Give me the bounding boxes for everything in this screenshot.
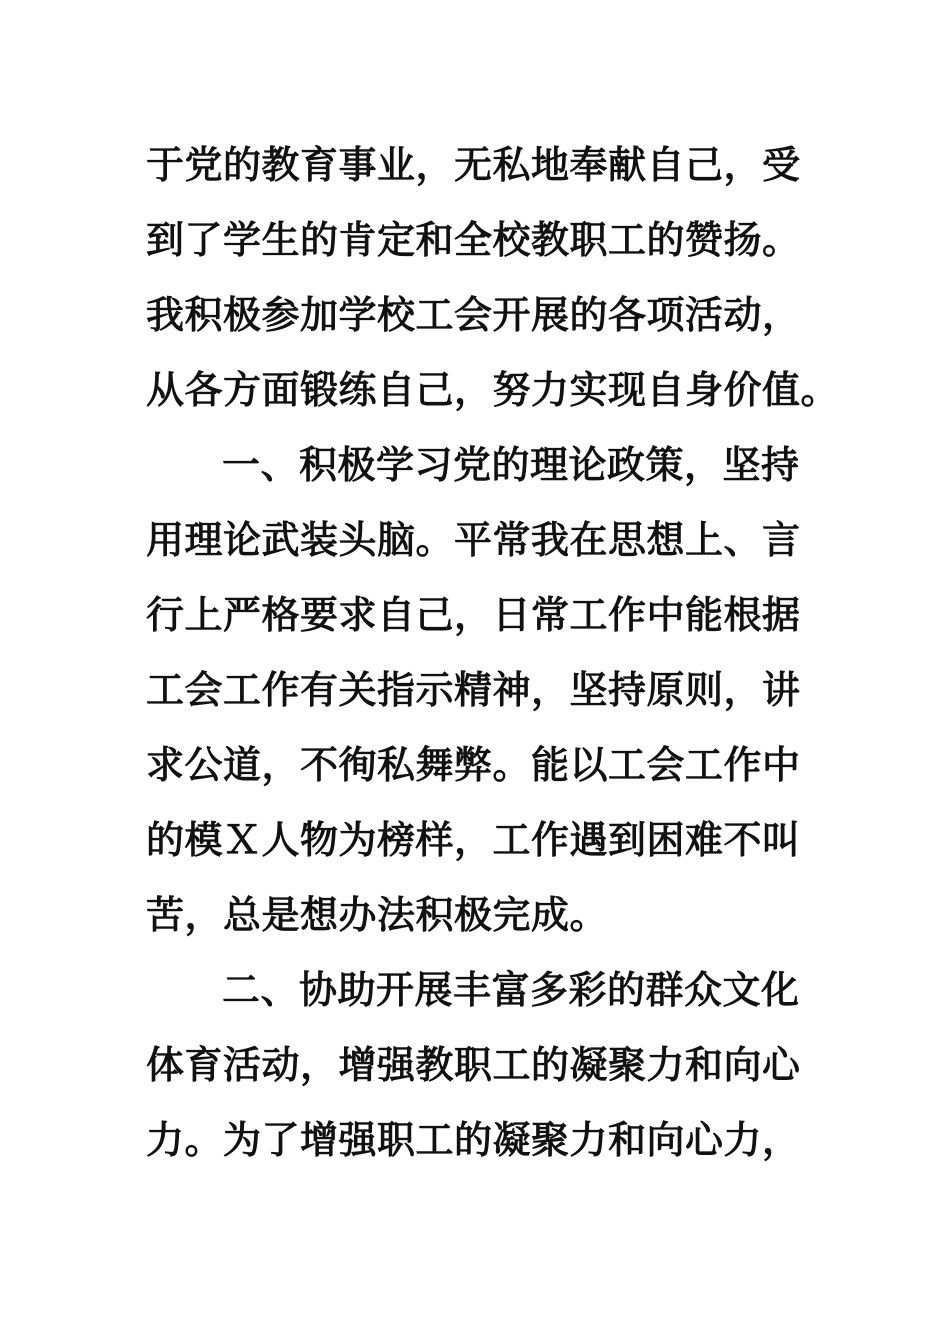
text-line: 工会工作有关指示精神，坚持原则，讲 (146, 667, 801, 712)
text-line: 于党的教育事业，无私地奉献自己，受 (146, 142, 801, 187)
paragraph-first-line: 一、积极学习党的理论政策，坚持 (222, 442, 800, 487)
text-line: 的模Ｘ人物为榜样，工作遇到困难不叫 (146, 817, 801, 862)
text-line: 苦，总是想办法积极完成。 (146, 892, 609, 937)
paragraph-first-line: 二、协助开展丰富多彩的群众文化 (222, 967, 800, 1012)
text-line: 体育活动，增强教职工的凝聚力和向心 (146, 1042, 801, 1087)
text-line: 我积极参加学校工会开展的各项活动， (146, 292, 801, 337)
text-line: 到了学生的肯定和全校教职工的赞扬。 (146, 217, 801, 262)
text-line: 从各方面锻练自己，努力实现自身价值。 (146, 367, 840, 412)
document-body (146, 136, 840, 1186)
text-line: 求公道，不徇私舞弊。能以工会工作中 (146, 742, 801, 787)
text-line: 行上严格要求自己，日常工作中能根据 (146, 592, 801, 637)
text-line: 力。为了增强职工的凝聚力和向心力， (146, 1117, 801, 1162)
text-line: 用理论武装头脑。平常我在思想上、言 (146, 517, 801, 562)
